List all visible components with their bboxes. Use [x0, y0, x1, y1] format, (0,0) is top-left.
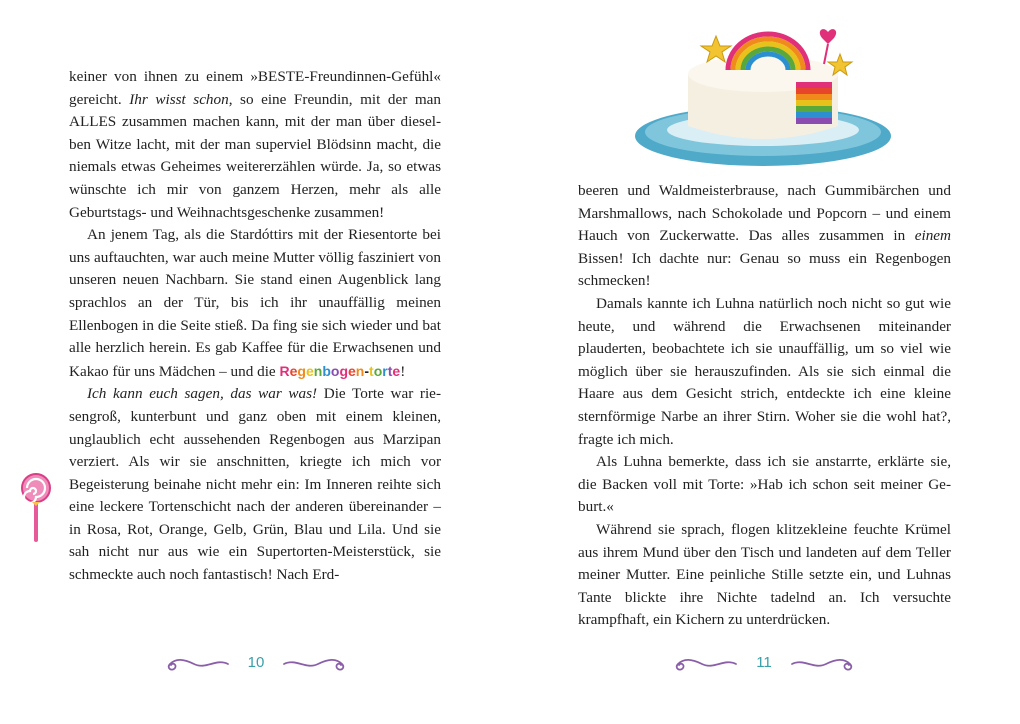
rainbow-letter: t [387, 362, 393, 379]
rainbow-letter: b [322, 362, 331, 379]
rainbow-letter: R [279, 362, 290, 379]
rainbow-letter: e [305, 362, 314, 379]
left-page-text [69, 66, 441, 587]
rainbow-letter: g [339, 362, 348, 379]
paragraph: An jenem Tag, als die Stardóttirs mit der Riesentorte bei uns auftauchten, war auch meine Mutter völlig fasziniert von unseren neuen Nachbarn. Sie stand einen Augenblick lang sprachlos an der Tür, bis ich ihr unauffällig meinen Ellenbogen in die Seite stieß. Da fing sie sich wieder und bat alle herzlich herein. Es gab Kaffee für die Erwachsenen und Kakao für uns Mädchen – und die Regenbogen-torte! [69, 226, 441, 380]
cake-layers [796, 82, 832, 124]
paragraph: Ich kann euch sagen, das war was! Die Torte war riesengroß, kunterbunt und ganz oben mit einem kleinen, unglaublich echt aussehenden Regenbogen aus Marzipan verziert. Als wir sie anschnitten, kriegte ich mich vor Begeisterung beinahe nicht mehr ein: Im Inneren reihte sich eine leckere Tortenschicht nach der anderen übereinander – in Rosa, Rot, Orange, Gelb, Grün, Blau und Lila. Und sie sah nicht nur aus wie ein Supertorten-Meisterstück, sie schmeckte auch noch fantastisch! Nach Erd- [69, 385, 441, 584]
page-folio [156, 650, 356, 678]
rainbow-letter: o [373, 362, 383, 379]
rainbow-letter: e [392, 362, 401, 379]
right-page [510, 0, 1020, 724]
rainbow-letter: e [289, 362, 298, 379]
right-page-text [578, 180, 951, 632]
paragraph: Während sie sprach, flogen klitzekleine feuchte Krümel aus ihrem Mund über den Tisch und landeten auf dem Teller meiner Mutter. Eine peinliche Stille setzte ein, und Luhnas Tante blickte ihre Nichte tadelnd an. Ich versuchte krampfhaft, ein Kichern zu unterdrücken. [578, 520, 951, 629]
rainbow-letter: n [355, 362, 365, 379]
rainbow-letter: r [382, 362, 388, 379]
page-number: 11 [756, 654, 772, 671]
paragraph: Damals kannte ich Luhna natürlich noch nicht so gut wie heute, und während die Erwachsenen miteinander plauderten, beobachtete ich sie unauffällig, um so viel wie möglich über sie herauszufinden. Als sie sich einmal die Haare aus dem Gesicht strich, entdeckte ich eine kleine sternförmige Narbe an ihrer Stirn. Woher sie die wohl hat?, fragte ich mich. [578, 294, 951, 448]
rainbow-letter: n [313, 362, 323, 379]
paragraph: keiner von ihnen zu einem »BESTE-Freundinnen-Gefühl« gereicht. Ihr wisst schon, so eine Freundin, mit der man ALLES zusammen machen kann, mit der man über dieselben Witze lacht, mit der man superviel Blödsinn macht, die niemals etwas Geheimes weitererzählen würde. Ja, so etwas wünschte ich mir von ganzem Herzen, mehr als alle Geburtstags- und Weihnachtsgeschenke zusammen! [69, 68, 441, 221]
page-number: 10 [247, 654, 265, 671]
lollipop-illustration [18, 468, 54, 544]
page-folio [664, 650, 864, 678]
rainbow-cake-illustration [628, 14, 898, 174]
rainbow-word [279, 363, 400, 380]
paragraph: beeren und Waldmeisterbrause, nach Gummibärchen und Marshmallows, nach Schokolade und Popcorn – und einem Hauch von Zuckerwatte. Das alles zusammen in einem Bissen! Ich dachte nur: Genau so muss ein Regenbogen schmecken! [578, 182, 951, 290]
rainbow-letter: t [369, 362, 374, 379]
rainbow-letter: - [364, 362, 370, 379]
rainbow-letter: g [297, 362, 306, 379]
paragraph: Als Luhna bemerkte, dass ich sie anstarrte, erklärte sie, die Backen voll mit Torte: »Hab ich schon seit meiner Geburt.« [578, 453, 951, 516]
rainbow-letter: o [330, 362, 340, 379]
rainbow-letter: e [348, 362, 356, 379]
